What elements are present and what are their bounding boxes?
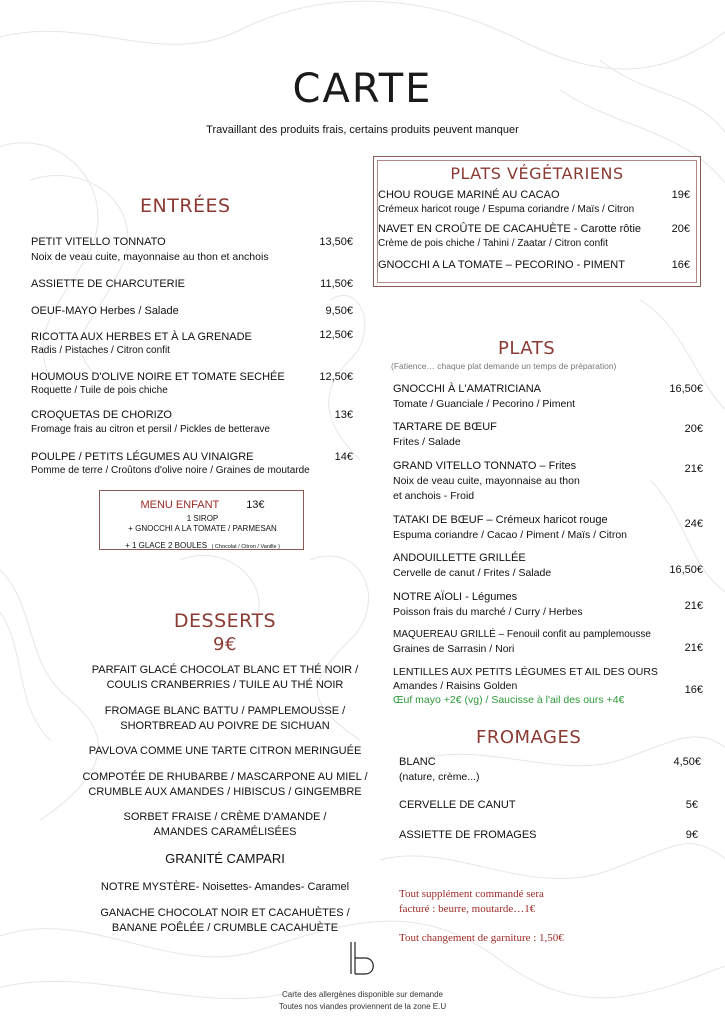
footer-allergens: Carte des allergènes disponible sur demande <box>282 990 443 999</box>
plat-item-desc: Tomate / Guanciale / Pecorino / Piment <box>393 398 576 410</box>
plat-item-desc: Graines de Sarrasin / Nori <box>393 643 515 655</box>
dessert-line: GRANITÉ CAMPARI <box>165 851 285 866</box>
fromage-item-price: 9€ <box>685 829 698 841</box>
kids-menu-line: + GNOCCHI A LA TOMATE / PARMESAN <box>128 524 277 533</box>
fromage-item-price: 4,50€ <box>673 756 701 768</box>
entree-item-desc: Roquette / Tuile de pois chiche <box>31 385 168 396</box>
page-title: CARTE <box>292 66 433 112</box>
page-subtitle: Travaillant des produits frais, certains produits peuvent manquer <box>206 124 519 136</box>
entree-item-name: POULPE / PETITS LÉGUMES AU VINAIGRE <box>31 451 254 463</box>
veg-item-name: GNOCCHI A LA TOMATE – PECORINO - PIMENT <box>378 259 625 271</box>
plat-item-desc: Poisson frais du marché / Curry / Herbes <box>393 606 583 618</box>
dessert-line: CRUMBLE AUX AMANDES / HIBISCUS / GINGEMBRE <box>88 786 362 798</box>
dessert-line: NOTRE MYSTÈRE- Noisettes- Amandes- Caramel <box>100 881 350 893</box>
entree-item-name: PETIT VITELLO TONNATO <box>31 236 166 248</box>
dessert-item <box>40 880 410 895</box>
dessert-item <box>40 810 410 840</box>
veg-item-price: 16€ <box>671 259 690 271</box>
plat-item-name: MAQUEREAU GRILLÉ – Fenouil confit au pamplemousse <box>393 629 651 640</box>
dessert-item <box>40 906 410 936</box>
vegetarian-title: PLATS VÉGÉTARIENS <box>450 164 624 183</box>
entree-item-price: 9,50€ <box>325 305 353 317</box>
entree-item-price: 13,50€ <box>319 236 353 248</box>
fromage-item-name: ASSIETTE DE FROMAGES <box>399 829 537 841</box>
entree-item-name: ASSIETTE DE CHARCUTERIE <box>31 278 186 290</box>
entree-item-name: OEUF-MAYO Herbes / Salade <box>31 305 179 317</box>
dessert-line: FROMAGE BLANC BATTU / PAMPLEMOUSSE / <box>104 705 346 717</box>
entree-item-name: RICOTTA AUX HERBES ET À LA GRENADE <box>31 331 252 343</box>
dessert-line: COMPOTÉE DE RHUBARBE / MASCARPONE AU MIEL / <box>82 771 368 783</box>
entree-item-price: 12,50€ <box>319 371 353 383</box>
veg-item-name: NAVET EN CROÛTE DE CACAHUÈTE - Carotte rôtie <box>378 223 642 235</box>
plat-item-price: 24€ <box>684 518 703 530</box>
supplement-note: Tout supplément commandé sera <box>399 888 544 900</box>
plat-item-name: TARTARE DE BŒUF <box>393 421 497 433</box>
plat-item-price: 20€ <box>684 423 703 435</box>
kids-menu-line: 1 SIROP <box>186 514 219 523</box>
plat-item-desc: Frites / Salade <box>393 436 461 448</box>
dessert-line: SORBET FRAISE / CRÈME D'AMANDE / <box>123 811 327 823</box>
veg-item-price: 19€ <box>671 189 690 201</box>
plat-item-desc: Noix de veau cuite, mayonnaise au thon <box>393 475 580 487</box>
plat-item-name: GRAND VITELLO TONNATO – Frites <box>393 460 577 472</box>
dessert-line: BANANE POÊLÉE / CRUMBLE CACAHUÈTE <box>111 922 339 934</box>
entree-item-desc: Pomme de terre / Croûtons d'olive noire / Graines de moutarde <box>31 465 310 476</box>
kids-menu-line: + 1 GLACE 2 BOULES <box>125 541 208 550</box>
plat-item-price: 21€ <box>684 642 703 654</box>
plats-note: (Fatience… chaque plat demande un temps de préparation) <box>391 361 617 371</box>
plat-item-name: GNOCCHI À L'AMATRICIANA <box>393 383 541 395</box>
plat-item-price: 16€ <box>684 684 703 696</box>
desserts-price: 9€ <box>213 634 237 655</box>
entree-item-desc: Radis / Pistaches / Citron confit <box>31 345 170 356</box>
dessert-line: PARFAIT GLACÉ CHOCOLAT BLANC ET THÉ NOIR / <box>91 664 359 676</box>
plat-item-desc: Amandes / Raisins Golden <box>393 680 518 692</box>
dessert-item <box>40 770 410 800</box>
kids-menu-flavors: ( Chocolat / Citron / Vanille ) <box>211 544 280 550</box>
entree-item-price: 13€ <box>334 409 353 421</box>
letter-b-logo-icon <box>348 941 378 975</box>
dessert-item <box>40 851 410 866</box>
plat-item-desc: Espuma coriandre / Cacao / Piment / Maïs / Citron <box>393 529 628 541</box>
entree-item-name: HOUMOUS D'OLIVE NOIRE ET TOMATE SECHÉE <box>31 371 285 383</box>
footer-origin: Toutes nos viandes proviennent de la zone E.U <box>278 1002 447 1011</box>
dessert-item <box>40 663 410 693</box>
dessert-line: PAVLOVA COMME UNE TARTE CITRON MERINGUÉE <box>88 745 362 757</box>
fromage-item-desc: (nature, crème...) <box>399 771 480 783</box>
dessert-item <box>40 744 410 759</box>
veg-item-desc: Crémeux haricot rouge / Espuma coriandre / Maïs / Citron <box>378 204 635 215</box>
entree-item-desc: Fromage frais au citron et persil / Pickles de betterave <box>31 424 270 435</box>
entree-item-price: 11,50€ <box>320 278 353 290</box>
kids-menu-box <box>99 490 304 550</box>
fromage-item-name: CERVELLE DE CANUT <box>399 799 516 811</box>
desserts-title: DESSERTS <box>173 610 277 632</box>
plat-item-price: 16,50€ <box>669 383 703 395</box>
entree-item-desc: Noix de veau cuite, mayonnaise au thon et anchois <box>31 251 269 263</box>
dessert-line: AMANDES CARAMÉLISÉES <box>153 826 297 838</box>
fromage-item-price: 5€ <box>685 799 698 811</box>
supplement-note: facturé : beurre, moutarde…1€ <box>399 903 536 915</box>
veg-item-desc: Crème de pois chiche / Tahini / Zaatar / Citron confit <box>378 238 608 249</box>
fromage-item-name: BLANC <box>399 756 436 768</box>
plat-item-desc: Cervelle de canut / Frites / Salade <box>393 567 552 579</box>
plat-item-price: 16,50€ <box>669 564 703 576</box>
veg-item-price: 20€ <box>671 223 690 235</box>
kids-menu-title: MENU ENFANT <box>140 499 220 511</box>
dessert-line: SHORTBREAD AU POIVRE DE SICHUAN <box>120 720 330 732</box>
plats-title: PLATS <box>498 338 556 359</box>
plat-item-price: 21€ <box>684 600 703 612</box>
plat-item-option: Œuf mayo +2€ (vg) / Saucisse à l'ail des ours +4€ <box>393 694 625 706</box>
kids-menu-price: 13€ <box>246 499 265 511</box>
dessert-item <box>40 704 410 734</box>
garniture-note: Tout changement de garniture : 1,50€ <box>399 932 564 944</box>
dessert-line: COULIS CRANBERRIES / TUILE AU THÉ NOIR <box>106 679 344 691</box>
plat-item-name: ANDOUILLETTE GRILLÉE <box>393 552 526 564</box>
entree-item-name: CROQUETAS DE CHORIZO <box>31 409 172 421</box>
dessert-line: GANACHE CHOCOLAT NOIR ET CACAHUÈTES / <box>100 907 350 919</box>
plat-item-name: LENTILLES AUX PETITS LÉGUMES ET AIL DES OURS <box>393 666 658 678</box>
entree-item-price: 12,50€ <box>319 329 353 341</box>
plat-item-price: 21€ <box>684 463 703 475</box>
plat-item-name: NOTRE AÏOLI - Légumes <box>393 591 518 603</box>
entrees-title: ENTRÉES <box>140 195 231 217</box>
plat-item-desc: et anchois - Froid <box>393 490 475 502</box>
fromages-title: FROMAGES <box>476 727 582 748</box>
veg-item-name: CHOU ROUGE MARINÉ AU CACAO <box>378 189 560 201</box>
plat-item-name: TATAKI DE BŒUF – Crémeux haricot rouge <box>393 514 608 526</box>
entree-item-price: 14€ <box>334 451 353 463</box>
